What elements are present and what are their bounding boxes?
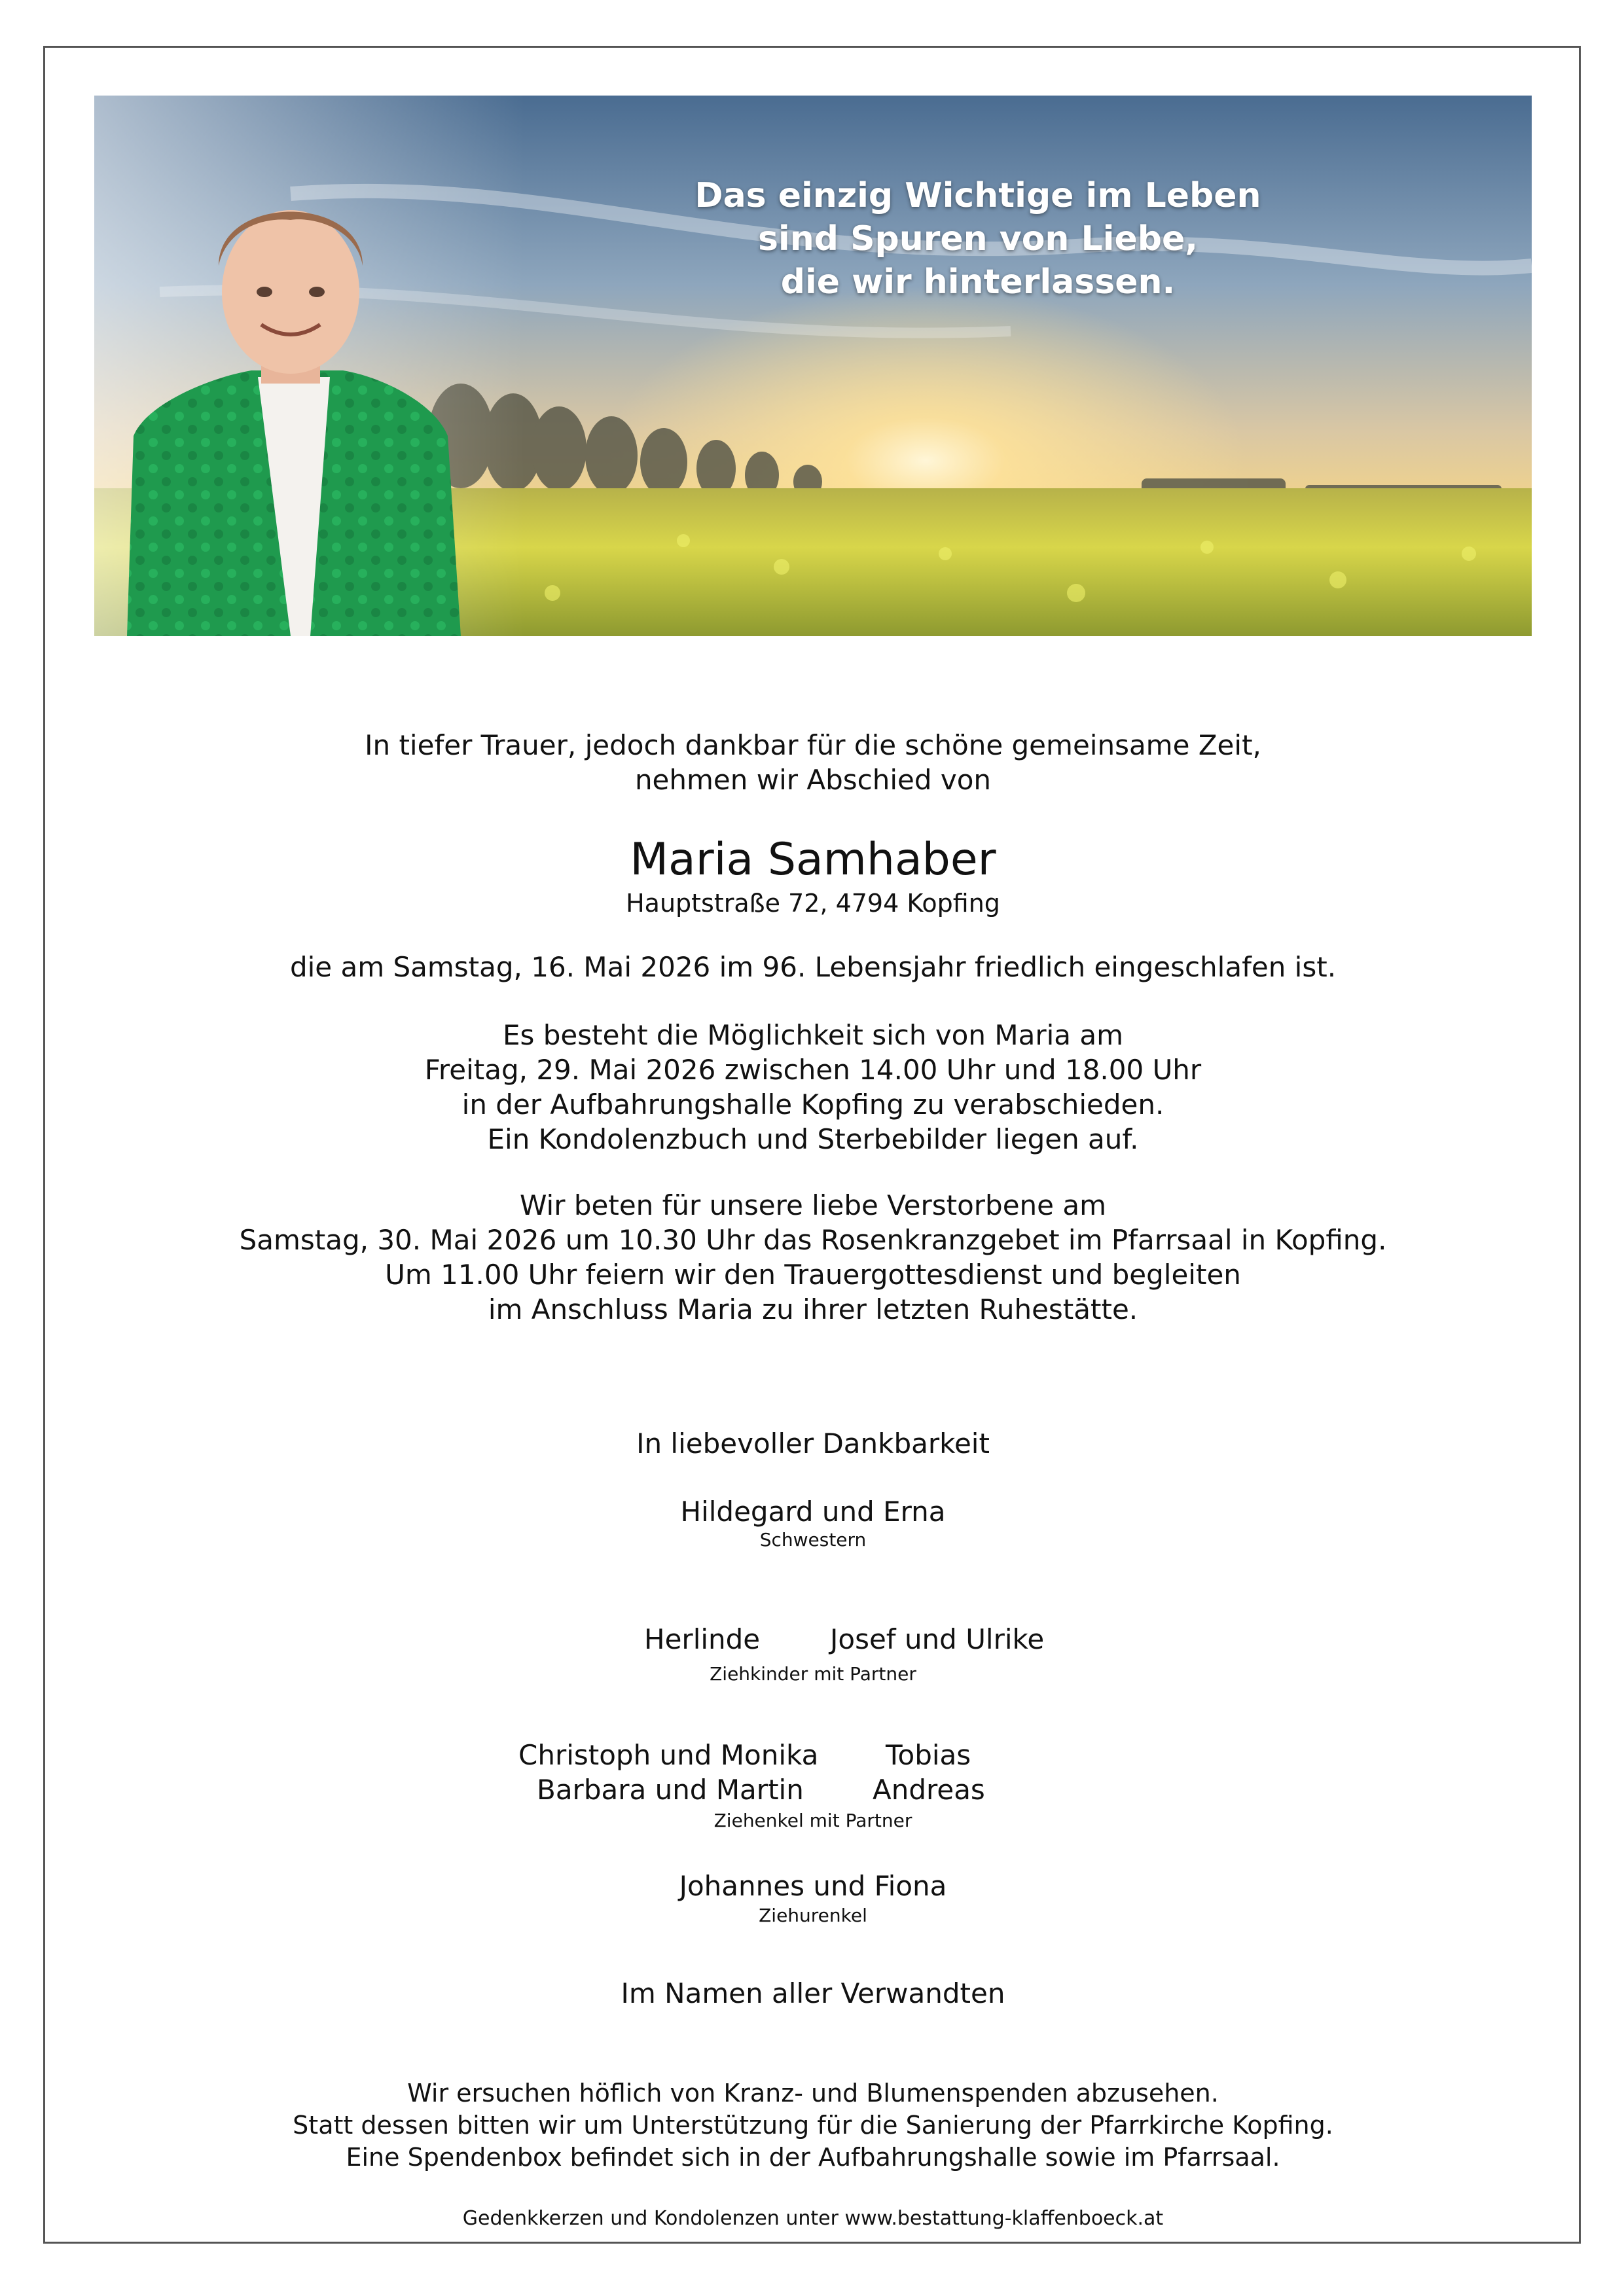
request-line: Statt dessen bitten wir um Unterstützung für die Sanierung der Pfarrkirche Kopfing. xyxy=(293,2111,1333,2140)
service-text xyxy=(94,1188,1532,1327)
intro-line: In tiefer Trauer, jedoch dankbar für die schöne gemeinsame Zeit, xyxy=(365,729,1261,761)
closing-line: Im Namen aller Verwandten xyxy=(621,1977,1005,2009)
service-line: im Anschluss Maria zu ihrer letzten Ruhestätte. xyxy=(488,1293,1138,1325)
header-banner xyxy=(94,96,1532,636)
request-line: Wir ersuchen höflich von Kranz- und Blumenspenden abzusehen. xyxy=(407,2079,1219,2108)
intro-text xyxy=(94,728,1532,797)
foster-grandchildren-role: Ziehenkel mit Partner xyxy=(713,1810,912,1831)
farewell-text xyxy=(94,1018,1532,1157)
quote-line: sind Spuren von Liebe, xyxy=(757,219,1199,259)
banner-quote xyxy=(683,174,1272,304)
farewell-line: Es besteht die Möglichkeit sich von Maria am xyxy=(503,1019,1123,1051)
mourners-heading: In liebevoller Dankbarkeit xyxy=(636,1427,990,1460)
foster-grandchild: Christoph und Monika xyxy=(518,1739,819,1771)
foster-grandchild: Barbara und Martin xyxy=(537,1774,804,1806)
request-line: Eine Spendenbox befindet sich in der Aufbahrungshalle sowie im Pfarrsaal. xyxy=(346,2143,1280,2172)
deceased-name: Maria Samhaber xyxy=(630,834,996,886)
foster-grandchild: Tobias xyxy=(886,1739,971,1771)
donation-request xyxy=(94,2077,1532,2174)
quote-line: Das einzig Wichtige im Leben xyxy=(695,176,1261,215)
deceased-address: Hauptstraße 72, 4794 Kopfing xyxy=(626,889,1000,918)
death-notice: die am Samstag, 16. Mai 2026 im 96. Lebensjahr friedlich eingeschlafen ist. xyxy=(289,951,1337,983)
service-line: Samstag, 30. Mai 2026 um 10.30 Uhr das Rosenkranzgebet im Pfarrsaal in Kopfing. xyxy=(239,1224,1387,1256)
great-grandchildren-role: Ziehurenkel xyxy=(759,1905,867,1926)
foster-grandchild: Andreas xyxy=(873,1774,985,1806)
foster-children-role: Ziehkinder mit Partner xyxy=(710,1663,916,1685)
service-line: Um 11.00 Uhr feiern wir den Trauergottesdienst und begleiten xyxy=(385,1259,1241,1291)
foster-child-right: Josef und Ulrike xyxy=(830,1623,1045,1655)
intro-line: nehmen wir Abschied von xyxy=(634,764,992,796)
great-grandchildren-names: Johannes und Fiona xyxy=(679,1870,947,1902)
farewell-line: Ein Kondolenzbuch und Sterbebilder liegen auf. xyxy=(487,1123,1139,1155)
sisters-role: Schwestern xyxy=(759,1529,867,1551)
farewell-line: Freitag, 29. Mai 2026 zwischen 14.00 Uhr und 18.00 Uhr xyxy=(424,1054,1202,1086)
footer-text: Gedenkkerzen und Kondolenzen unter www.bestattung-klaffenboeck.at xyxy=(462,2207,1164,2230)
sisters-names: Hildegard und Erna xyxy=(680,1496,946,1528)
quote-line: die wir hinterlassen. xyxy=(780,262,1176,302)
farewell-line: in der Aufbahrungshalle Kopfing zu verabschieden. xyxy=(461,1088,1164,1121)
service-line: Wir beten für unsere liebe Verstorbene am xyxy=(519,1189,1107,1221)
foster-child-left: Herlinde xyxy=(644,1623,761,1655)
